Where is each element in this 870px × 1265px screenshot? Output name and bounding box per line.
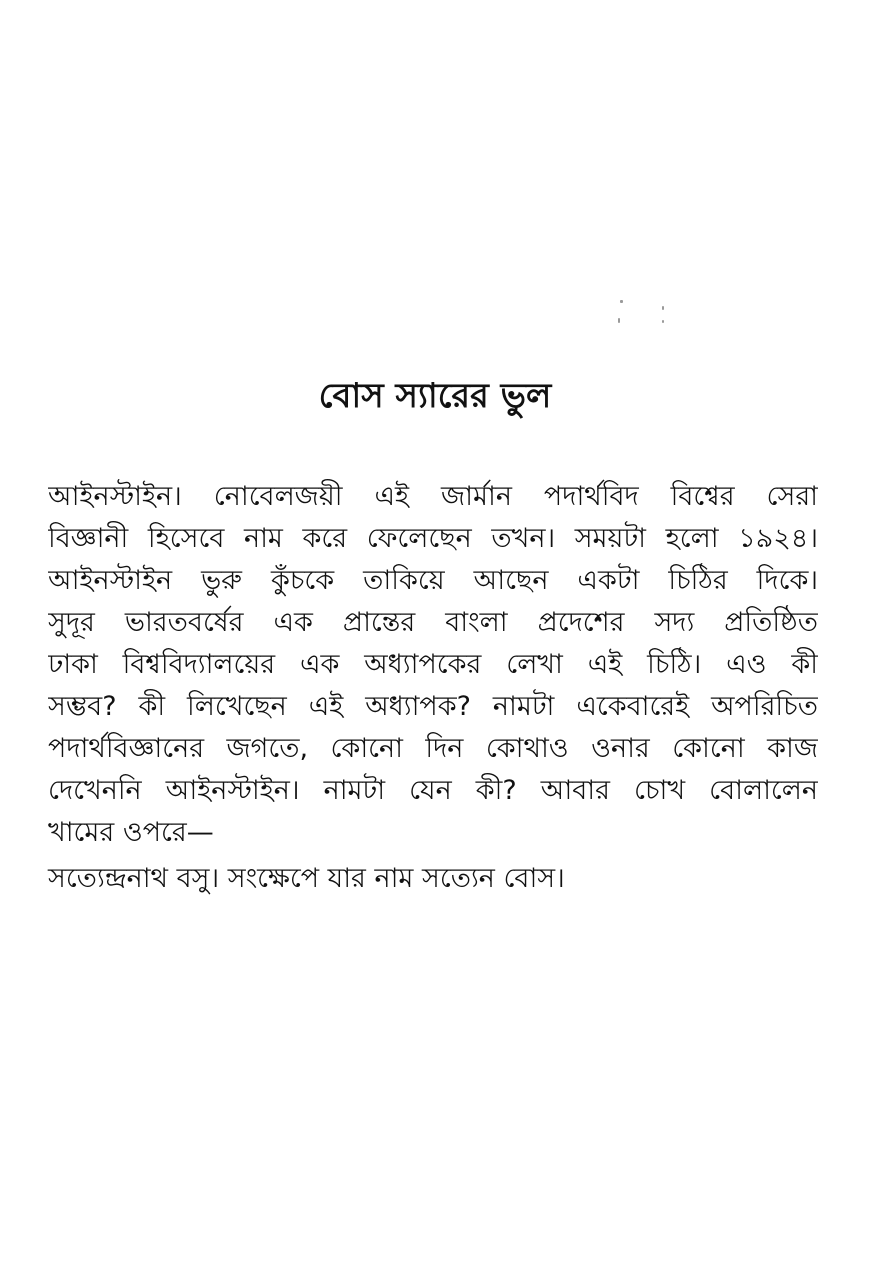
paragraph-2: সত্যেন্দ্রনাথ বসু। সংক্ষেপে যার নাম সত্যেন বোস। (48, 863, 565, 894)
text-line: সম্ভব? কী লিখেছেন এই অধ্যাপক? নামটা একেবারেই অপরিচিত (48, 691, 818, 722)
text-line: আইনস্টাইন। নোবেলজয়ী এই জার্মান পদার্থবিদ বিশ্বের সেরা (48, 481, 818, 512)
scan-speck (620, 300, 623, 303)
text-line: খামের ওপরে— (48, 817, 214, 848)
text-line: ঢাকা বিশ্ববিদ্যালয়ের এক অধ্যাপকের লেখা এই চিঠি। এও কী (48, 649, 818, 680)
text-line: পদার্থবিজ্ঞানের জগতে, কোনো দিন কোথাও ওনার কোনো কাজ (48, 733, 818, 764)
paragraph-1 (48, 476, 818, 854)
text-line: সুদূর ভারতবর্ষের এক প্রান্তের বাংলা প্রদেশের সদ্য প্রতিষ্ঠিত (48, 607, 818, 638)
scan-speck (662, 320, 664, 323)
text-line: বিজ্ঞানী হিসেবে নাম করে ফেলেছেন তখন। সময়টা হলো ১৯২৪। (48, 523, 818, 554)
text-line: আইনস্টাইন ভুরু কুঁচকে তাকিয়ে আছেন একটা চিঠির দিকে। (48, 565, 818, 596)
text-line: দেখেননি আইনস্টাইন। নামটা যেন কী? আবার চোখ বোলালেন (48, 775, 818, 806)
scan-speck (662, 306, 664, 310)
chapter-title: বোস স্যারের ভুল (318, 376, 552, 416)
scan-speck (618, 318, 620, 323)
